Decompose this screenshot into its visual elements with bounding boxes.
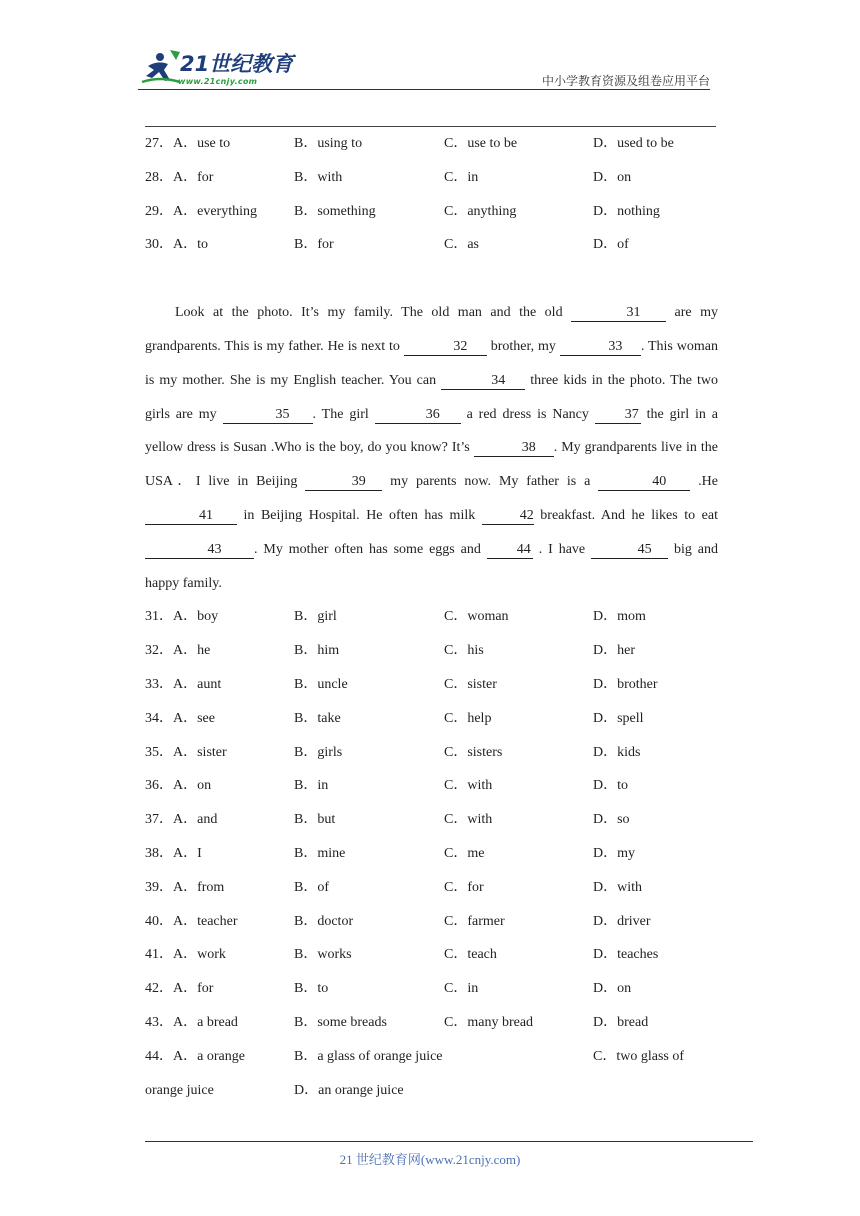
option-a: A．use to xyxy=(173,136,231,151)
option-b: B．some breads xyxy=(294,1014,387,1030)
question-number-and-option-a xyxy=(145,1040,245,1074)
option-c: C．sister xyxy=(444,676,497,692)
passage-paragraph xyxy=(145,296,718,600)
option-b: B．using to xyxy=(294,136,363,151)
option-b: B．of xyxy=(294,879,329,895)
option-d: D．mom xyxy=(593,609,646,625)
question-group-31-44 xyxy=(145,600,718,1107)
question-row xyxy=(145,972,718,1006)
option-b: B．for xyxy=(294,237,334,253)
option-d: D．kids xyxy=(593,744,641,760)
question-row xyxy=(145,195,718,229)
question-number-and-option-a xyxy=(145,837,202,871)
question-number-and-option-a xyxy=(145,803,217,837)
header-divider xyxy=(138,89,710,90)
blank-32: 32 xyxy=(404,339,487,356)
option-c: C．me xyxy=(444,845,485,861)
option-d: D．spell xyxy=(593,710,644,726)
blank-31: 31 xyxy=(571,305,666,322)
option-d: D．nothing xyxy=(593,203,660,219)
option-d: D．so xyxy=(593,812,630,828)
option-b: B．doctor xyxy=(294,913,354,929)
option-a: A．sister xyxy=(173,744,227,760)
option-c: C．his xyxy=(444,643,484,659)
blank-36: 36 xyxy=(375,407,461,424)
option-c: C．help xyxy=(444,710,492,726)
option-b: B．to xyxy=(294,981,329,997)
option-a: A．to xyxy=(173,237,208,253)
question-row xyxy=(145,769,718,803)
option-c: C．with xyxy=(444,812,493,828)
question-number-and-option-a xyxy=(145,161,213,195)
site-logo xyxy=(140,44,310,92)
option-b: B．but xyxy=(294,812,336,828)
option-b: B．in xyxy=(294,778,329,794)
option-c: C．with xyxy=(444,778,493,794)
header-platform-text: 中小学教育资源及组卷应用平台 xyxy=(541,74,710,88)
passage-text: three kids in the photo. The two girls are my xyxy=(145,372,718,422)
question-row xyxy=(145,127,718,161)
question-row xyxy=(145,228,718,262)
passage-text: . My grandparents live in the USA．I live in Beijing xyxy=(145,440,718,490)
option-b: B．take xyxy=(294,710,341,726)
question-row xyxy=(145,668,718,702)
option-b: B．him xyxy=(294,643,340,659)
option-c: C．teach xyxy=(444,947,497,963)
question-number: 38． xyxy=(145,845,173,861)
option-d: D．on xyxy=(593,981,632,997)
question-number: 34． xyxy=(145,710,173,726)
passage-text: a red dress is Nancy xyxy=(460,406,595,422)
question-number-and-option-a xyxy=(145,127,230,161)
option-a: A．I xyxy=(173,845,202,861)
question-number: 36． xyxy=(145,778,173,794)
question-number-and-option-a xyxy=(145,736,227,770)
question-row xyxy=(145,803,718,837)
option-c: C．in xyxy=(444,981,479,997)
question-row xyxy=(145,871,718,905)
question-number-and-option-a xyxy=(145,1006,238,1040)
question-number: 28． xyxy=(145,169,173,185)
option-c: C．many bread xyxy=(444,1014,534,1030)
blank-43: 43 xyxy=(145,542,254,559)
blank-34: 34 xyxy=(441,373,525,390)
logo-brand-text: 21世纪教育 xyxy=(180,52,294,76)
option-c: C．farmer xyxy=(444,913,505,929)
option-d: D．my xyxy=(593,845,635,861)
question-number: 33． xyxy=(145,676,173,692)
blank-35: 35 xyxy=(223,407,313,424)
blank-40: 40 xyxy=(598,474,690,491)
exam-content xyxy=(145,127,718,1107)
question-row-44-continued xyxy=(145,1074,718,1108)
option-a: A．teacher xyxy=(173,913,238,929)
option-c: C．two glass of xyxy=(593,1048,684,1064)
question-number-and-option-a xyxy=(145,938,226,972)
option-a: A．for xyxy=(173,169,214,185)
option-d: D．of xyxy=(593,237,629,253)
option-d: D．driver xyxy=(593,913,651,929)
question-row xyxy=(145,736,718,770)
blank-45: 45 xyxy=(591,542,668,559)
question-number-and-option-a xyxy=(145,972,213,1006)
option-c: C．for xyxy=(444,879,484,895)
option-a: A．everything xyxy=(173,203,257,219)
question-number: 30． xyxy=(145,237,173,253)
blank-42: 42 xyxy=(482,508,534,525)
option-d: D．brother xyxy=(593,676,658,692)
question-number-and-option-a xyxy=(145,702,215,736)
blank-39: 39 xyxy=(305,474,382,491)
question-row-44 xyxy=(145,1040,718,1074)
passage-text: are my grandparents. This is my father. He is next to xyxy=(145,305,718,354)
question-number-and-option-a xyxy=(145,195,257,229)
blank-33: 33 xyxy=(560,339,641,356)
question-row xyxy=(145,1006,718,1040)
question-number-and-option-a xyxy=(145,871,224,905)
question-number: 27． xyxy=(145,136,173,151)
question-number: 43． xyxy=(145,1014,173,1030)
blank-41: 41 xyxy=(145,508,237,525)
option-a: A．boy xyxy=(173,609,219,625)
passage-text: . This woman is my mother. She is my English teacher. You can xyxy=(145,338,718,388)
passage-text: . I have xyxy=(532,541,592,557)
option-a: A．on xyxy=(173,778,212,794)
question-number: 35． xyxy=(145,744,173,760)
option-d: D．with xyxy=(593,879,642,895)
question-number: 42． xyxy=(145,981,173,997)
option-a: A．from xyxy=(173,879,225,895)
blank-44: 44 xyxy=(487,542,533,559)
option-c-continued: orange juice xyxy=(145,1082,214,1098)
question-row xyxy=(145,161,718,195)
option-a: A．for xyxy=(173,981,214,997)
option-b: B．girl xyxy=(294,609,337,625)
passage-text: . My mother often has some eggs and xyxy=(254,541,487,557)
question-number: 44． xyxy=(145,1048,173,1064)
passage-text: my parents now. My father is a xyxy=(382,474,599,490)
option-b: B．girls xyxy=(294,744,343,760)
passage-text: big and happy family. xyxy=(145,541,718,591)
question-number: 39． xyxy=(145,879,173,895)
question-number: 31． xyxy=(145,609,173,625)
option-a: A．aunt xyxy=(173,676,222,692)
passage-text: breakfast. And he likes to eat xyxy=(533,507,718,523)
option-c: C．woman xyxy=(444,609,509,625)
option-b: B．mine xyxy=(294,845,346,861)
option-a: A．see xyxy=(173,710,215,726)
question-number-and-option-a xyxy=(145,668,221,702)
question-row xyxy=(145,634,718,668)
passage-text: .He xyxy=(690,474,718,490)
option-b: B．something xyxy=(294,203,376,219)
option-c: C．use to be xyxy=(444,136,518,151)
logo-url-text: www.21cnjy.com xyxy=(178,77,258,86)
passage-text: the girl in a yellow dress is Susan .Who is the boy, do you know? It’s xyxy=(145,406,718,456)
question-row xyxy=(145,905,718,939)
question-row xyxy=(145,938,718,972)
option-c: C．as xyxy=(444,237,479,253)
footer-divider xyxy=(145,1141,753,1142)
question-number-and-option-a xyxy=(145,769,211,803)
option-b: B．works xyxy=(294,947,352,963)
blank-38: 38 xyxy=(474,440,554,457)
question-number-and-option-a xyxy=(145,600,218,634)
option-d: D．teaches xyxy=(593,947,659,963)
question-number-and-option-a xyxy=(145,228,208,262)
option-b: B．a glass of orange juice xyxy=(294,1048,443,1064)
option-d: D．her xyxy=(593,643,635,659)
question-row xyxy=(145,600,718,634)
option-c: C．sisters xyxy=(444,744,503,760)
option-d: D．used to be xyxy=(593,136,674,151)
question-group-27-30 xyxy=(145,127,718,262)
question-number: 29． xyxy=(145,203,173,219)
question-number-and-option-a xyxy=(145,634,210,668)
question-number: 41． xyxy=(145,947,173,963)
option-d: D．to xyxy=(593,778,628,794)
option-d: D．bread xyxy=(593,1014,649,1030)
question-row xyxy=(145,837,718,871)
passage-text: in Beijing Hospital. He often has milk xyxy=(237,507,482,523)
option-c: C．in xyxy=(444,169,479,185)
question-row xyxy=(145,702,718,736)
question-number: 32． xyxy=(145,643,173,659)
question-number: 40． xyxy=(145,913,173,929)
option-b: B．uncle xyxy=(294,676,348,692)
question-number: 37． xyxy=(145,812,173,828)
option-a: A．he xyxy=(173,643,211,659)
passage-text: brother, my xyxy=(486,338,560,354)
option-a: A．and xyxy=(173,812,218,828)
question-number-and-option-a xyxy=(145,905,238,939)
option-a: A．a orange xyxy=(173,1048,245,1064)
option-d: D．on xyxy=(593,169,632,185)
option-b: B．with xyxy=(294,169,343,185)
footer-text: 21 世纪教育网(www.21cnjy.com) xyxy=(339,1152,521,1167)
option-a: A．work xyxy=(173,947,226,963)
passage-text: Look at the photo. It’s my family. The old man and the old xyxy=(175,305,572,321)
passage-text: . The girl xyxy=(312,406,375,422)
option-d: D．an orange juice xyxy=(294,1082,404,1098)
blank-37: 37 xyxy=(595,407,641,424)
cloze-passage xyxy=(145,296,718,600)
option-a: A．a bread xyxy=(173,1014,238,1030)
option-c: C．anything xyxy=(444,203,517,219)
